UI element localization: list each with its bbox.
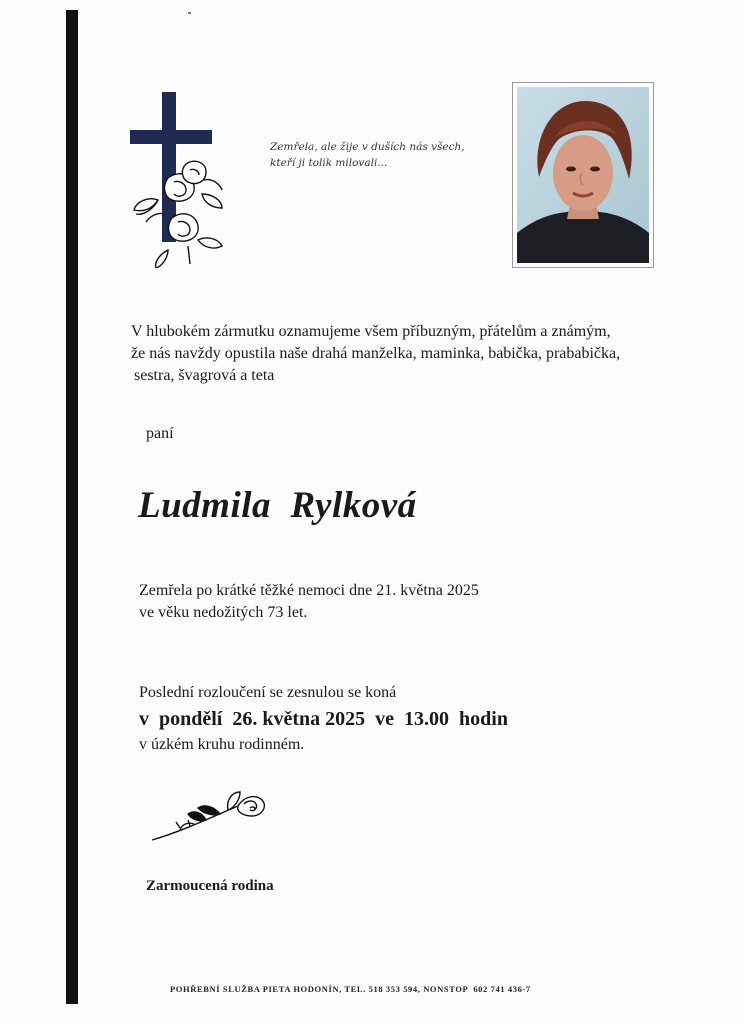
death-line: Zemřela po krátké těžké nemoci dne 21. května 2025 — [139, 582, 479, 599]
farewell-date-time: v pondělí 26. května 2025 ve 13.00 hodin — [139, 708, 508, 730]
funeral-service-footer: POHŘEBNÍ SLUŽBA PIETA HODONÍN, TEL. 518 353 594, NONSTOP 602 741 436-7 — [170, 984, 531, 994]
announcement-line: sestra, švagrová a teta — [134, 367, 275, 384]
announcement-line: že nás navždy opustila naše drahá manželka, maminka, babička, prababička, — [131, 345, 621, 362]
deceased-name: Ludmila Rylková — [138, 485, 417, 526]
signature: Zarmoucená rodina — [146, 878, 274, 894]
cross-with-roses-icon — [128, 90, 238, 268]
portrait-frame — [512, 82, 654, 268]
announcement-line: V hlubokém zármutku oznamujeme všem příbuzným, přátelům a známým, — [131, 323, 611, 340]
farewell-line: Poslední rozloučení se zesnulou se koná — [139, 684, 397, 701]
honorific: paní — [146, 425, 174, 442]
farewell-details — [139, 680, 508, 758]
mourning-border — [66, 10, 78, 1004]
motto — [270, 139, 500, 171]
rose-icon — [150, 784, 270, 844]
motto-line: kteří ji tolik milovali... — [270, 157, 388, 169]
announcement-text — [131, 321, 691, 387]
farewell-line: v úzkém kruhu rodinném. — [139, 736, 305, 753]
death-details — [139, 580, 479, 624]
motto-line: Zemřela, ale žije v duších nás všech, — [270, 141, 465, 153]
death-line: ve věku nedožitých 73 let. — [139, 604, 308, 621]
speck — [188, 12, 191, 14]
portrait-photo — [517, 87, 649, 263]
